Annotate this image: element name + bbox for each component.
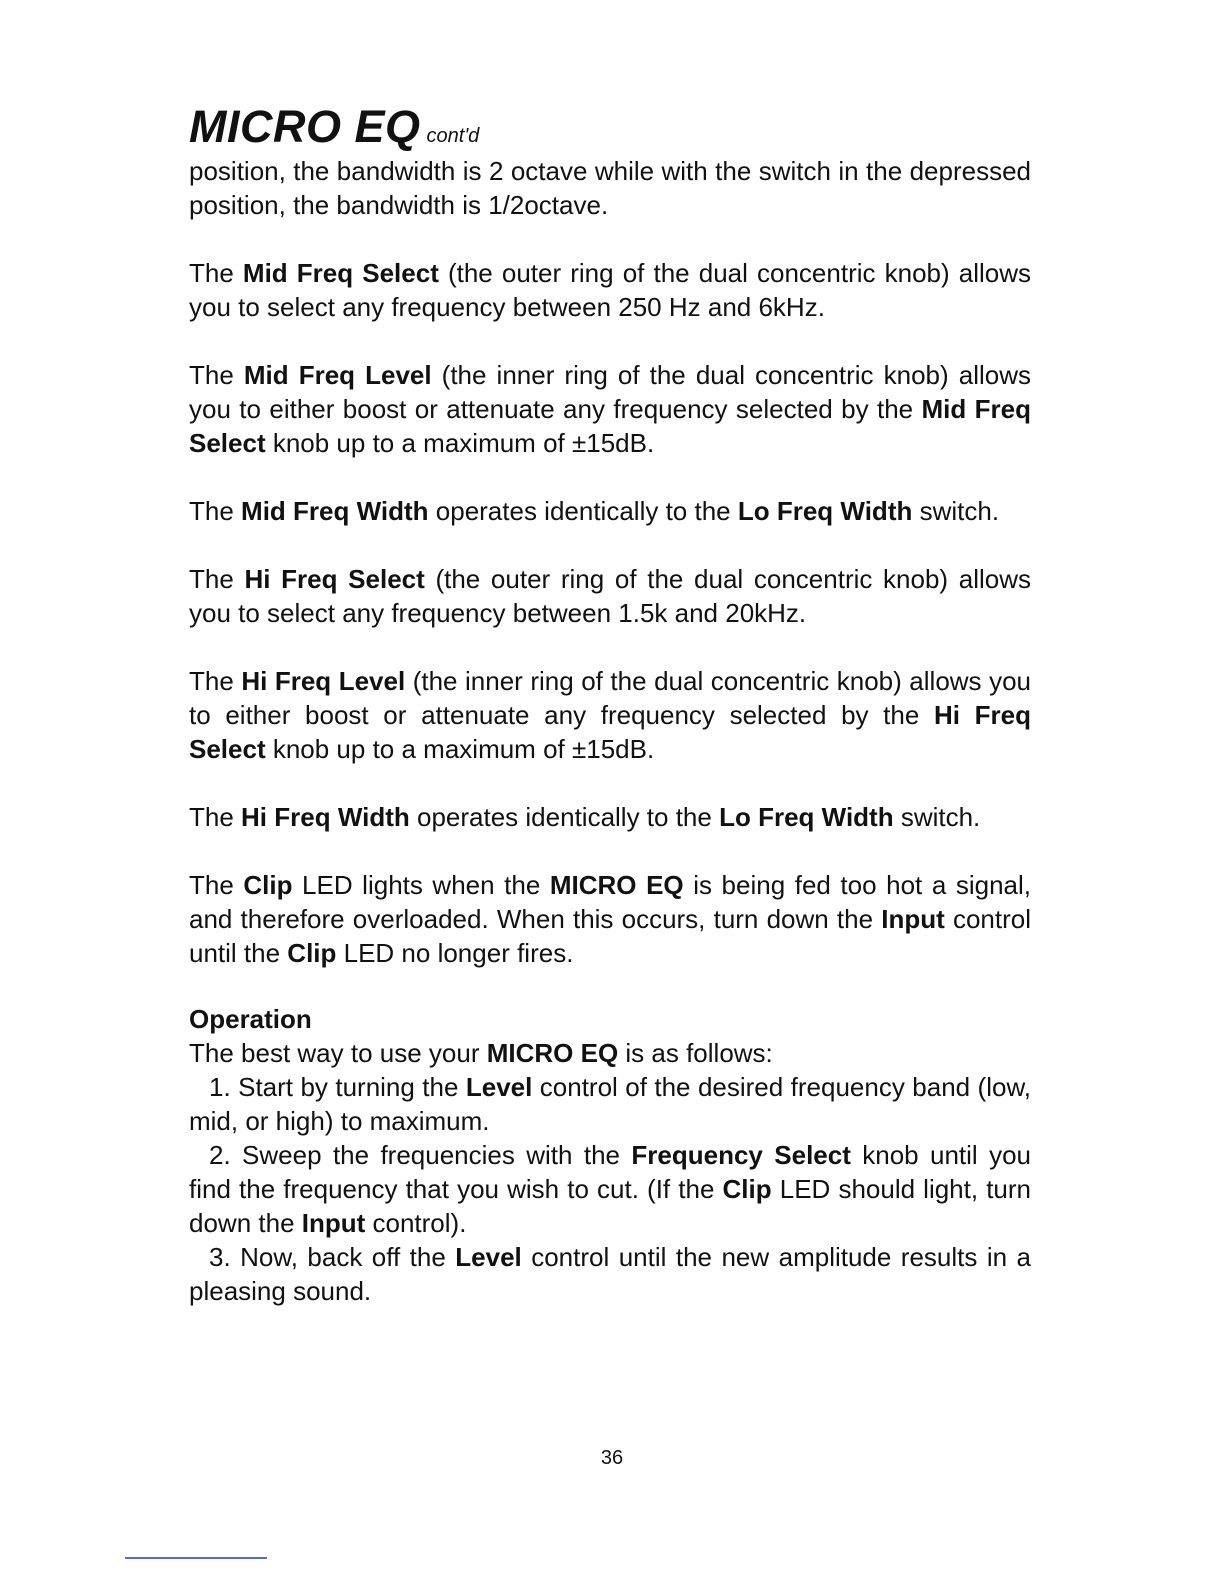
bold-term: Input xyxy=(301,1208,366,1238)
bold-term: Mid Freq Select xyxy=(242,258,439,288)
paragraph xyxy=(189,256,1031,324)
bold-term: Level xyxy=(455,1242,522,1272)
bold-term: Input xyxy=(881,904,945,934)
text-run: switch. xyxy=(912,496,1000,526)
bold-term: Level xyxy=(465,1072,533,1102)
text-run: (the inner ring of the dual concentric knob) allows you to either boost or attenuate any frequency selected by the xyxy=(189,360,1031,424)
operation-step xyxy=(189,1070,1031,1138)
paragraph xyxy=(189,494,1031,528)
text-run: The xyxy=(189,360,244,390)
operation-step xyxy=(189,1240,1031,1308)
text-run: switch. xyxy=(893,802,981,832)
text-run: knob up to a maximum of ±15dB. xyxy=(265,734,655,764)
bold-term: MICRO EQ xyxy=(486,1038,619,1068)
text-run: The xyxy=(189,564,245,594)
paragraph xyxy=(189,358,1031,460)
text-run: (the outer ring of the dual concentric knob) allows you to select any frequency between 250 Hz and 6kHz. xyxy=(189,258,1032,322)
text-run: LED no longer fires. xyxy=(336,938,574,968)
operation-step xyxy=(189,1138,1031,1240)
text-run: The xyxy=(189,496,242,526)
page-number: 36 xyxy=(600,1447,624,1469)
text-run: is being fed too hot a signal, and therefore overloaded. When this occurs, turn down the xyxy=(189,870,1032,934)
text-run: knob until you find the frequency that you wish to cut. (If the xyxy=(189,1140,1032,1204)
page-title xyxy=(189,100,1031,154)
text-run: control of the desired frequency band (low, mid, or high) to maximum. xyxy=(189,1072,1032,1136)
page-title-main: MICRO EQ xyxy=(189,101,421,152)
text-run: control). xyxy=(365,1208,467,1238)
bold-term: Clip xyxy=(722,1174,772,1204)
page-title-sub: cont'd xyxy=(426,125,480,147)
text-run: (the outer ring of the dual concentric knob) allows you to select any frequency between 1.5k and 20kHz. xyxy=(189,564,1031,628)
text-run: operates identically to the xyxy=(428,496,738,526)
text-run: 2. Sweep the frequencies with the xyxy=(209,1140,632,1170)
paragraph xyxy=(189,664,1031,766)
text-run: The xyxy=(189,258,243,288)
text-run: control until the xyxy=(189,904,1032,968)
manual-page xyxy=(189,100,1031,1308)
text-run: 1. Start by turning the xyxy=(209,1072,466,1102)
paragraph xyxy=(189,868,1031,970)
scan-artifact-line xyxy=(125,1557,267,1559)
text-run: operates identically to the xyxy=(409,802,720,832)
bold-term: Clip xyxy=(287,938,337,968)
text-run: The xyxy=(189,802,242,832)
text-run: (the inner ring of the dual concentric knob) allows you to either boost or attenuate any frequency selected by the xyxy=(189,666,1031,730)
text-run: The xyxy=(189,666,242,696)
paragraph xyxy=(189,562,1031,630)
text-run: The xyxy=(189,870,244,900)
text-run: LED lights when the xyxy=(292,870,550,900)
operation-heading: Operation xyxy=(189,1004,312,1034)
bold-term: Lo Freq Width xyxy=(737,496,913,526)
bold-term: Mid Freq Width xyxy=(241,496,429,526)
bold-term: Frequency Select xyxy=(631,1140,851,1170)
text-run: 3. Now, back off the xyxy=(209,1242,456,1272)
bold-term: Mid Freq Select xyxy=(189,394,1031,458)
bold-term: Lo Freq Width xyxy=(719,802,894,832)
bold-term: Mid Freq Level xyxy=(243,360,432,390)
bold-term: Hi Freq Select xyxy=(244,564,425,594)
bold-term: Hi Freq Level xyxy=(241,666,406,696)
text-run: knob up to a maximum of ±15dB. xyxy=(265,428,655,458)
bold-term: Hi Freq Width xyxy=(241,802,410,832)
text-run: LED should light, turn down the xyxy=(189,1174,1032,1238)
text-run: The best way to use your xyxy=(189,1038,487,1068)
operation-intro xyxy=(189,1036,1031,1070)
text-run: position, the bandwidth is 2 octave while with the switch in the depressed position, the bandwidth is 1/2octave. xyxy=(189,156,1031,220)
paragraph xyxy=(189,800,1031,834)
bold-term: Clip xyxy=(243,870,293,900)
paragraph xyxy=(189,154,1031,222)
bold-term: MICRO EQ xyxy=(549,870,684,900)
text-run: is as follows: xyxy=(618,1038,773,1068)
text-run: control until the new amplitude results in a pleasing sound. xyxy=(189,1242,1031,1306)
bold-term: Hi Freq Select xyxy=(189,700,1031,764)
